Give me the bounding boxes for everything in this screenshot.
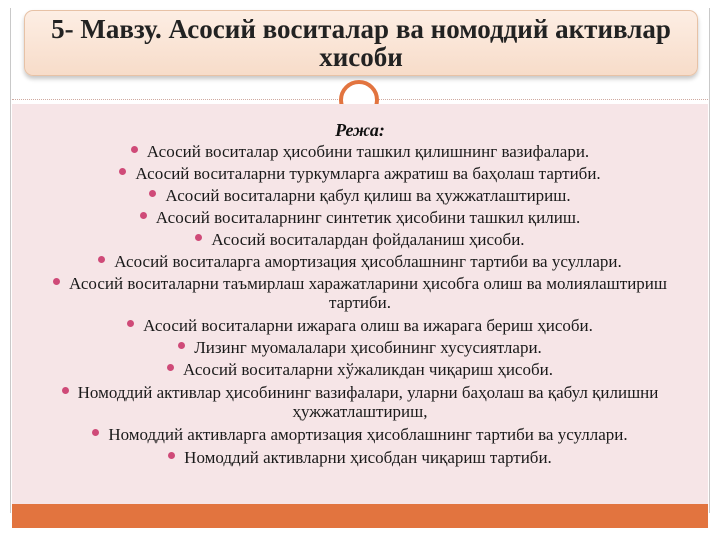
content-panel (12, 104, 708, 504)
bullet-icon (98, 256, 105, 263)
list-item: Номоддий активларга амортизация ҳисоблашнинг тартиби ва усуллари. (12, 425, 708, 444)
bullet-icon (178, 342, 185, 349)
bullet-icon (195, 234, 202, 241)
list-item: Номоддий активлар ҳисобининг вазифалари, уларни баҳолаш ва қабул қилишни ҳужжатлаштириш, (12, 383, 708, 421)
bullet-icon (131, 146, 138, 153)
list-item: Асосий воситаларнинг синтетик ҳисобини ташкил қилиш. (12, 208, 708, 227)
list-item: Асосий воситаларни хўжаликдан чиқариш ҳисоби. (12, 360, 708, 379)
bottom-accent-bar (12, 504, 708, 528)
list-item: Асосий воситаларни таъмирлаш харажатларини ҳисобга олиш ва молиялаштириш тартиби. (12, 274, 708, 312)
frame-line-right (709, 8, 710, 513)
frame-line-left (10, 8, 11, 513)
bullet-icon (168, 452, 175, 459)
bullet-icon (53, 278, 60, 285)
plan-heading: Режа: (335, 120, 385, 140)
list-item: Асосий воситалар ҳисобини ташкил қилишнинг вазифалари. (12, 142, 708, 161)
slide-title: 5- Мавзу. Асосий воситалар ва номоддий активлар хисоби (51, 14, 671, 72)
list-item: Асосий воситаларни туркумларга ажратиш ва баҳолаш тартиби. (12, 164, 708, 183)
list-item: Асосий воситаларни ижарага олиш ва ижарага бериш ҳисоби. (12, 316, 708, 335)
bullet-icon (119, 168, 126, 175)
list-item: Лизинг муомалалари ҳисобининг хусусиятлари. (12, 338, 708, 357)
title-box (24, 10, 698, 76)
list-item: Асосий воситаларга амортизация ҳисоблашнинг тартиби ва усуллари. (12, 252, 708, 271)
bullet-icon (140, 212, 147, 219)
list-item: Асосий воситаларни қабул қилиш ва ҳужжатлаштириш. (12, 186, 708, 205)
bullet-icon (62, 387, 69, 394)
list-item: Асосий воситалардан фойдаланиш ҳисоби. (12, 230, 708, 249)
plan-list (12, 142, 708, 467)
bullet-icon (167, 364, 174, 371)
bullet-icon (149, 190, 156, 197)
bullet-icon (92, 429, 99, 436)
bullet-icon (127, 320, 134, 327)
list-item: Номоддий активларни ҳисобдан чиқариш тартиби. (12, 448, 708, 467)
